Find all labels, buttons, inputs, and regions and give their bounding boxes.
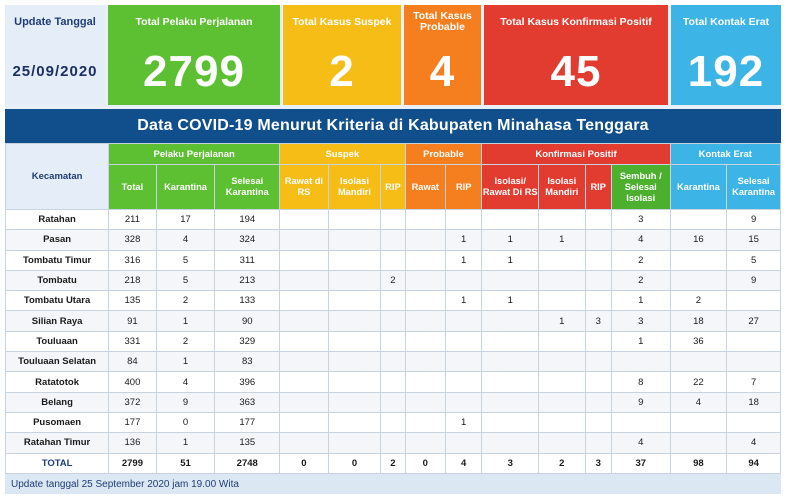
kecamatan-name: Pasan <box>6 230 109 250</box>
table-cell <box>670 210 727 230</box>
summary-label: Total Kontak Erat <box>682 15 770 28</box>
table-cell: 4 <box>727 433 781 453</box>
table-cell: 9 <box>727 210 781 230</box>
table-cell <box>585 331 611 351</box>
table-cell <box>280 210 329 230</box>
column-header: Rawat di RS <box>280 165 329 210</box>
table-cell: 7 <box>727 372 781 392</box>
table-cell <box>585 392 611 412</box>
summary-label: Total Kasus Konfirmasi Positif <box>500 15 652 28</box>
update-label: Update Tanggal <box>14 15 96 28</box>
table-cell <box>280 230 329 250</box>
table-cell <box>381 311 405 331</box>
table-cell: 1 <box>482 230 539 250</box>
table-row <box>6 291 781 311</box>
table-row <box>6 352 781 372</box>
table-cell: 311 <box>215 250 280 270</box>
table-cell <box>381 250 405 270</box>
table-cell <box>328 230 381 250</box>
table-cell <box>446 433 482 453</box>
table-cell <box>280 250 329 270</box>
table-cell: 9 <box>611 392 670 412</box>
table-cell <box>280 352 329 372</box>
kecamatan-name: Touluaan <box>6 331 109 351</box>
table-cell: 1 <box>446 250 482 270</box>
table-cell: 84 <box>109 352 157 372</box>
kecamatan-name: Ratatotok <box>6 372 109 392</box>
kecamatan-header: Kecamatan <box>6 144 109 210</box>
table-cell <box>539 291 586 311</box>
table-cell <box>482 412 539 432</box>
table-cell <box>727 352 781 372</box>
total-cell: 0 <box>405 453 445 473</box>
table-cell <box>405 392 445 412</box>
covid-data-table <box>5 143 781 474</box>
table-cell: 4 <box>670 392 727 412</box>
table-cell <box>446 352 482 372</box>
total-cell: 0 <box>328 453 381 473</box>
summary-label: Total Pelaku Perjalanan <box>135 15 253 28</box>
table-cell <box>539 270 586 290</box>
column-header: Selesai Karantina <box>727 165 781 210</box>
table-cell <box>482 331 539 351</box>
table-cell: 135 <box>109 291 157 311</box>
table-row <box>6 372 781 392</box>
table-cell <box>585 412 611 432</box>
table-cell: 9 <box>727 270 781 290</box>
table-cell <box>727 291 781 311</box>
table-row <box>6 331 781 351</box>
table-cell: 4 <box>611 433 670 453</box>
summary-konfirmasi-positif <box>484 5 668 105</box>
table-cell: 9 <box>156 392 215 412</box>
table-cell <box>328 352 381 372</box>
table-cell <box>280 291 329 311</box>
table-cell <box>280 392 329 412</box>
table-cell <box>405 230 445 250</box>
table-cell <box>585 210 611 230</box>
table-cell <box>328 311 381 331</box>
table-cell: 218 <box>109 270 157 290</box>
table-cell <box>280 372 329 392</box>
table-cell: 3 <box>611 311 670 331</box>
summary-value: 2799 <box>143 47 245 96</box>
table-cell: 1 <box>446 412 482 432</box>
table-cell <box>405 291 445 311</box>
group-header-kontak-erat: Kontak Erat <box>670 144 780 165</box>
total-cell: 2 <box>539 453 586 473</box>
table-cell <box>585 352 611 372</box>
table-cell <box>539 372 586 392</box>
table-cell: 22 <box>670 372 727 392</box>
table-cell <box>280 311 329 331</box>
table-row <box>6 311 781 331</box>
table-cell <box>539 433 586 453</box>
table-cell <box>328 291 381 311</box>
group-header-suspek: Suspek <box>280 144 405 165</box>
summary-value: 45 <box>550 47 602 96</box>
column-header: Isolasi Mandiri <box>539 165 586 210</box>
table-cell <box>381 392 405 412</box>
summary-suspek <box>283 5 401 105</box>
table-cell: 4 <box>156 230 215 250</box>
page-title: Data COVID-19 Menurut Kriteria di Kabupaten Minahasa Tenggara <box>5 109 781 143</box>
table-cell <box>328 210 381 230</box>
table-cell: 5 <box>156 270 215 290</box>
table-cell <box>381 291 405 311</box>
table-cell <box>405 311 445 331</box>
update-date: 25/09/2020 <box>12 62 98 80</box>
table-cell <box>280 433 329 453</box>
column-header: Selesai Karantina <box>215 165 280 210</box>
column-header: Rawat <box>405 165 445 210</box>
table-cell: 2 <box>611 270 670 290</box>
table-cell: 177 <box>215 412 280 432</box>
table-cell: 211 <box>109 210 157 230</box>
table-cell: 90 <box>215 311 280 331</box>
kecamatan-name: Touluaan Selatan <box>6 352 109 372</box>
total-cell: 51 <box>156 453 215 473</box>
table-cell <box>381 331 405 351</box>
table-cell <box>585 250 611 270</box>
table-cell <box>381 230 405 250</box>
table-cell <box>328 250 381 270</box>
table-cell <box>539 352 586 372</box>
table-cell <box>611 352 670 372</box>
table-cell: 1 <box>482 250 539 270</box>
table-cell: 0 <box>156 412 215 432</box>
summary-pelaku-perjalanan <box>108 5 280 105</box>
table-cell <box>539 392 586 412</box>
table-cell: 331 <box>109 331 157 351</box>
total-cell: 94 <box>727 453 781 473</box>
table-cell <box>482 311 539 331</box>
table-cell: 18 <box>670 311 727 331</box>
table-cell <box>585 230 611 250</box>
column-header: RIP <box>585 165 611 210</box>
table-row <box>6 230 781 250</box>
kecamatan-name: Silian Raya <box>6 311 109 331</box>
column-header-row <box>6 165 781 210</box>
table-cell <box>405 250 445 270</box>
table-cell: 1 <box>611 331 670 351</box>
table-cell <box>381 210 405 230</box>
table-cell <box>727 412 781 432</box>
table-cell: 396 <box>215 372 280 392</box>
column-header: Isolasi/ Rawat Di RS <box>482 165 539 210</box>
table-cell <box>280 331 329 351</box>
column-header: Karantina <box>670 165 727 210</box>
table-cell: 1 <box>156 352 215 372</box>
group-header-konfirmasi-positif: Konfirmasi Positif <box>482 144 670 165</box>
table-cell <box>381 372 405 392</box>
table-cell: 2 <box>381 270 405 290</box>
kecamatan-name: Tombatu <box>6 270 109 290</box>
table-cell: 8 <box>611 372 670 392</box>
table-cell: 83 <box>215 352 280 372</box>
table-cell <box>446 392 482 412</box>
group-header-pelaku-perjalanan: Pelaku Perjalanan <box>109 144 280 165</box>
table-cell <box>611 412 670 432</box>
table-cell <box>482 433 539 453</box>
table-cell <box>539 412 586 432</box>
table-cell: 2 <box>156 331 215 351</box>
table-cell: 2 <box>670 291 727 311</box>
table-cell <box>446 210 482 230</box>
total-cell: 37 <box>611 453 670 473</box>
table-cell: 5 <box>156 250 215 270</box>
update-date-box <box>5 5 105 105</box>
kecamatan-name: Pusomaen <box>6 412 109 432</box>
kecamatan-name: Belang <box>6 392 109 412</box>
group-header-probable: Probable <box>405 144 482 165</box>
table-cell <box>381 352 405 372</box>
table-body <box>6 210 781 474</box>
table-cell <box>280 412 329 432</box>
table-cell: 4 <box>156 372 215 392</box>
table-cell: 136 <box>109 433 157 453</box>
total-cell: 98 <box>670 453 727 473</box>
summary-probable <box>404 5 481 105</box>
table-cell <box>482 372 539 392</box>
table-cell: 213 <box>215 270 280 290</box>
table-cell <box>381 412 405 432</box>
dashboard-frame <box>5 5 781 494</box>
table-cell <box>328 270 381 290</box>
table-cell <box>405 331 445 351</box>
total-cell: 0 <box>280 453 329 473</box>
group-header-row <box>6 144 781 165</box>
footer-note: Update tanggal 25 September 2020 jam 19.00 Wita <box>5 474 781 494</box>
table-cell <box>585 270 611 290</box>
table-cell <box>446 311 482 331</box>
table-cell: 135 <box>215 433 280 453</box>
table-cell: 328 <box>109 230 157 250</box>
column-header: Total <box>109 165 157 210</box>
total-cell: 2799 <box>109 453 157 473</box>
table-cell: 2 <box>611 250 670 270</box>
table-cell: 1 <box>446 291 482 311</box>
column-header: Karantina <box>156 165 215 210</box>
kecamatan-name: Ratahan <box>6 210 109 230</box>
total-cell: 3 <box>585 453 611 473</box>
table-cell: 329 <box>215 331 280 351</box>
table-cell <box>585 372 611 392</box>
table-cell: 91 <box>109 311 157 331</box>
table-row <box>6 433 781 453</box>
table-cell: 5 <box>727 250 781 270</box>
table-cell: 1 <box>156 433 215 453</box>
table-cell <box>670 433 727 453</box>
summary-label: Total Kasus Suspek <box>292 15 392 28</box>
table-cell: 17 <box>156 210 215 230</box>
table-cell <box>585 433 611 453</box>
total-label: TOTAL <box>6 453 109 473</box>
table-cell <box>405 270 445 290</box>
table-row <box>6 270 781 290</box>
table-row <box>6 210 781 230</box>
table-cell <box>539 250 586 270</box>
table-cell <box>670 250 727 270</box>
total-cell: 2 <box>381 453 405 473</box>
table-cell: 400 <box>109 372 157 392</box>
table-cell: 1 <box>611 291 670 311</box>
table-cell: 177 <box>109 412 157 432</box>
table-cell <box>280 270 329 290</box>
table-cell: 15 <box>727 230 781 250</box>
table-cell: 4 <box>611 230 670 250</box>
summary-kontak-erat <box>671 5 781 105</box>
table-cell: 363 <box>215 392 280 412</box>
table-cell <box>328 331 381 351</box>
kecamatan-name: Tombatu Utara <box>6 291 109 311</box>
table-cell: 1 <box>539 311 586 331</box>
summary-value: 2 <box>329 47 355 96</box>
table-cell <box>446 372 482 392</box>
table-cell <box>727 331 781 351</box>
table-cell <box>539 331 586 351</box>
table-cell: 194 <box>215 210 280 230</box>
table-cell <box>446 270 482 290</box>
total-cell: 4 <box>446 453 482 473</box>
table-cell: 372 <box>109 392 157 412</box>
table-cell <box>405 352 445 372</box>
column-header: Isolasi Mandiri <box>328 165 381 210</box>
table-row <box>6 392 781 412</box>
table-cell: 3 <box>585 311 611 331</box>
table-cell <box>539 210 586 230</box>
table-cell: 36 <box>670 331 727 351</box>
table-cell: 18 <box>727 392 781 412</box>
table-cell <box>381 433 405 453</box>
table-cell <box>482 270 539 290</box>
table-cell: 16 <box>670 230 727 250</box>
table-cell <box>328 412 381 432</box>
table-cell <box>405 433 445 453</box>
total-cell: 2748 <box>215 453 280 473</box>
table-cell <box>405 210 445 230</box>
table-cell <box>670 412 727 432</box>
table-row <box>6 412 781 432</box>
table-cell: 2 <box>156 291 215 311</box>
summary-value: 4 <box>429 47 456 96</box>
table-cell: 316 <box>109 250 157 270</box>
kecamatan-name: Ratahan Timur <box>6 433 109 453</box>
kecamatan-name: Tombatu Timur <box>6 250 109 270</box>
table-cell <box>670 352 727 372</box>
table-cell <box>482 352 539 372</box>
table-row <box>6 250 781 270</box>
summary-value: 192 <box>687 47 765 96</box>
total-row <box>6 453 781 473</box>
table-cell <box>446 331 482 351</box>
table-cell <box>328 433 381 453</box>
total-cell: 3 <box>482 453 539 473</box>
table-cell <box>405 412 445 432</box>
table-cell: 1 <box>482 291 539 311</box>
table-cell <box>482 210 539 230</box>
table-cell: 324 <box>215 230 280 250</box>
table-cell <box>482 392 539 412</box>
table-cell <box>328 372 381 392</box>
table-cell: 3 <box>611 210 670 230</box>
table-cell <box>585 291 611 311</box>
table-cell <box>670 270 727 290</box>
table-cell: 1 <box>446 230 482 250</box>
column-header: RIP <box>446 165 482 210</box>
table-cell <box>405 372 445 392</box>
table-cell: 1 <box>156 311 215 331</box>
column-header: Sembuh / Selesai Isolasi <box>611 165 670 210</box>
table-cell: 133 <box>215 291 280 311</box>
summary-row <box>5 5 781 105</box>
column-header: RIP <box>381 165 405 210</box>
table-cell <box>328 392 381 412</box>
summary-label: Total Kasus Probable <box>413 10 472 33</box>
table-cell: 27 <box>727 311 781 331</box>
table-cell: 1 <box>539 230 586 250</box>
